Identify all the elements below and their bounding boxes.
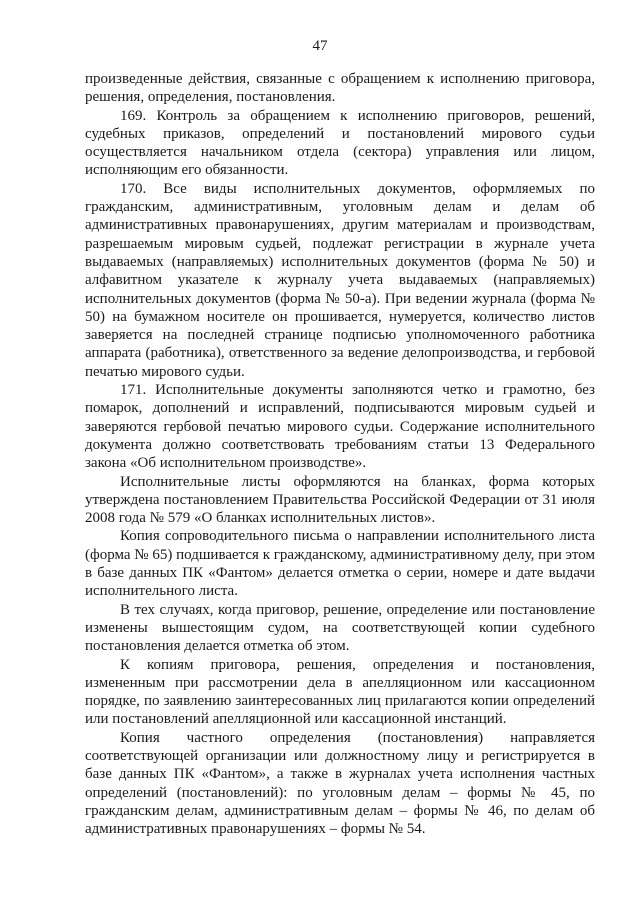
paragraph-writ-forms: Исполнительные листы оформляются на бланках, форма которых утверждена постановлением Правительства Российской Федерации от 31 июля 2008 года № 579 «О бланках исполнительных листов». — [85, 473, 595, 527]
paragraph-170: 170. Все виды исполнительных документов, оформляемых по гражданским, административным, уголовным делам и делам об административных правонарушениях, другим материалам и производствам, разрешаемым мировым судьей, подлежат регистрации в журнале учета выдаваемых (направляемых) исполнительных документов (форма № 50) и алфавитном указателе к журналу учета выдаваемых (направляемых) исполнительных документов (форма № 50-а). При ведении журнала (форма № 50) на бумажном носителе он прошивается, нумеруется, количество листов заверяется на последней странице подписью уполномоченного работника аппарата (работника), ответственного за ведение делопроизводства, и гербовой печатью мирового судьи. — [85, 180, 595, 380]
paragraph-changed-rulings: В тех случаях, когда приговор, решение, определение или постановление изменены вышестоящим судом, на соответствующей копии судебного постановления делается отметка об этом. — [85, 601, 595, 655]
paragraph-169: 169. Контроль за обращением к исполнению приговоров, решений, судебных приказов, определений и постановлений мирового судьи осуществляется начальником отдела (сектора) управления или лицом, исполняющим его обязанности. — [85, 107, 595, 179]
paragraph-171: 171. Исполнительные документы заполняются четко и грамотно, без помарок, дополнений и исправлений, подписываются мировым судьей и заверяются гербовой печатью мирового судьи. Содержание исполнительного документа должно соответствовать требованиям статьи 13 Федерального закона «Об исполнительном производстве». — [85, 382, 595, 472]
paragraph-cover-letter: Копия сопроводительного письма о направлении исполнительного листа (форма № 65) подшивается к гражданскому, административному делу, при этом в базе данных ПК «Фантом» делается отметка о серии, номере и дате выдачи исполнительного листа. — [85, 528, 595, 600]
paragraph-appeal-copies: К копиям приговора, решения, определения и постановления, измененным при рассмотрении дела в апелляционном или кассационном порядке, по заявлению заинтересованных лиц прилагаются копии определений или постановлений апелляционной или кассационной инстанций. — [85, 656, 595, 728]
paragraph-continuation: произведенные действия, связанные с обращением к исполнению приговора, решения, определения, постановления. — [85, 71, 595, 106]
document-body — [85, 70, 595, 838]
page-number: 47 — [312, 38, 328, 54]
paragraph-private-ruling: Копия частного определения (постановления) направляется соответствующей организации или должностному лицу и регистрируется в базе данных ПК «Фантом», а также в журналах учета исполнения частных определений (постановлений): по уголовным делам – формы № 45, по гражданским делам, административным делам – формы № 46, по делам об административных правонарушениях – формы № 54. — [85, 729, 595, 838]
